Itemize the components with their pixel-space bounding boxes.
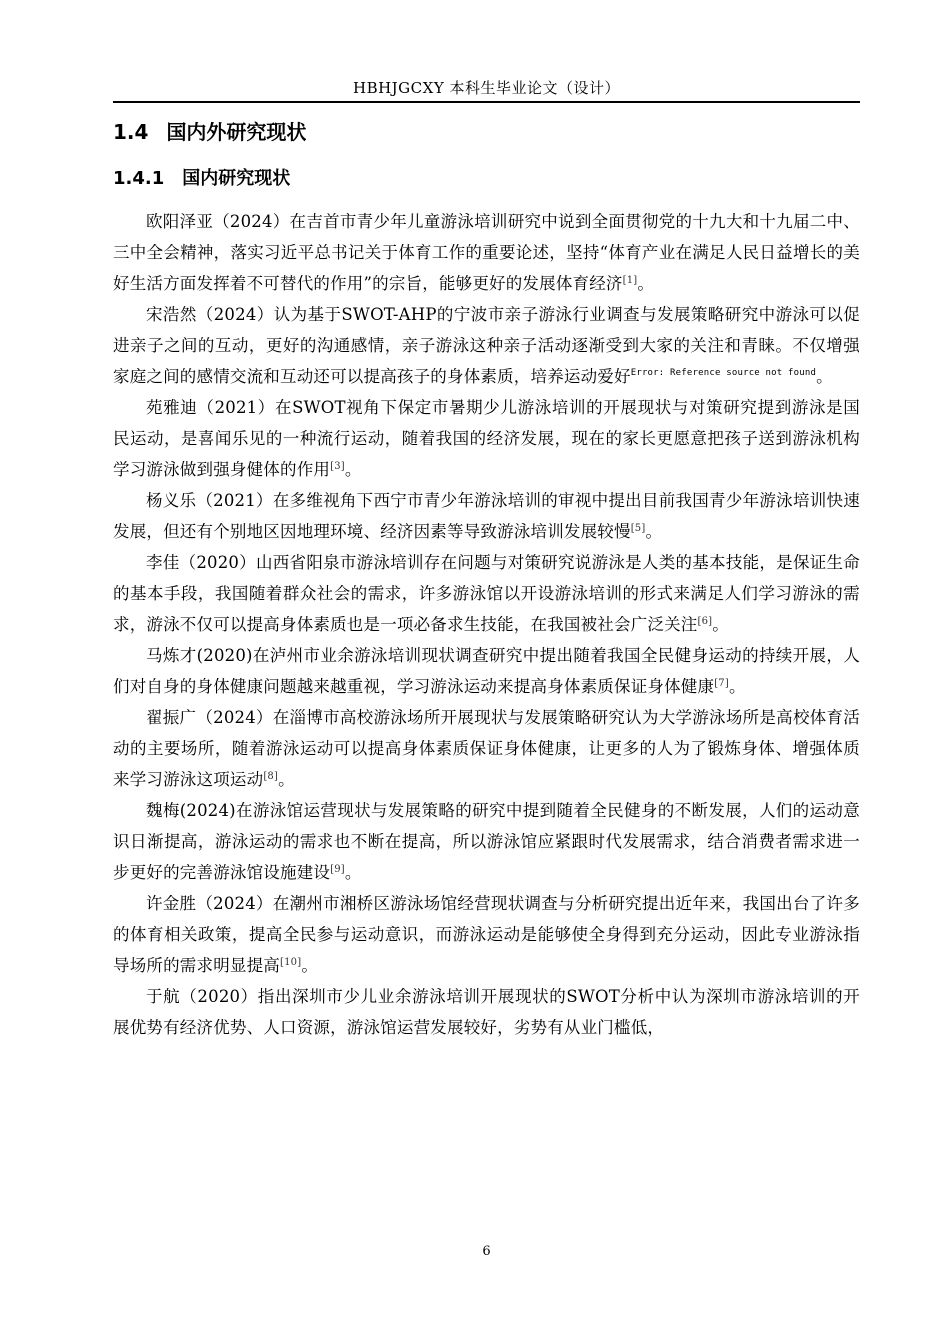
paragraph-text: 于航（2020）指出深圳市少儿业余游泳培训开展现状的SWOT分析中认为深圳市游泳培训的开展优势有经济优势、人口资源，游泳馆运营发展较好，劣势有从业门槛低， <box>113 987 860 1037</box>
section-number: 1.4 <box>113 120 149 144</box>
paragraph-end: 。 <box>816 367 833 386</box>
paragraph-end: 。 <box>728 677 746 696</box>
citation: [5] <box>630 523 646 534</box>
citation: [7] <box>714 678 729 689</box>
paragraph <box>113 485 860 547</box>
paragraph-end: 。 <box>344 863 362 882</box>
header-rule <box>113 101 860 103</box>
paragraph-text: 欧阳泽亚（2024）在吉首市青少年儿童游泳培训研究中说到全面贯彻党的十九大和十九届二中、三中全会精神，落实习近平总书记关于体育工作的重要论述，坚持“体育产业在满足人民日益增长的美好生活方面发挥着不可替代的作用”的宗旨，能够更好的发展体育经济 <box>113 212 860 293</box>
paragraph-text: 马炼才(2020)在泸州市业余游泳培训现状调查研究中提出随着我国全民健身运动的持续开展，人们对自身的身体健康问题越来越重视，学习游泳运动来提高身体素质保证身体健康 <box>113 646 860 696</box>
section-title: 国内外研究现状 <box>166 120 307 144</box>
paragraph-text: 许金胜（2024）在潮州市湘桥区游泳场馆经营现状调查与分析研究提出近年来，我国出台了许多的体育相关政策，提高全民参与运动意识，而游泳运动是能够使全身得到充分运动，因此专业游泳指导场所的需求明显提高 <box>113 894 860 975</box>
paragraph-end: 。 <box>637 274 655 293</box>
page-body <box>113 112 860 1043</box>
citation: [8] <box>263 771 279 782</box>
paragraph <box>113 888 860 981</box>
subsection-heading <box>113 156 860 206</box>
paragraph-end: 。 <box>344 460 362 479</box>
paragraph-end: 。 <box>301 956 319 975</box>
page-number: 6 <box>482 1244 491 1259</box>
citation: [10] <box>280 957 302 968</box>
paragraph-text: 魏梅(2024)在游泳馆运营现状与发展策略的研究中提到随着全民健身的不断发展，人们的运动意识日渐提高，游泳运动的需求也不断在提高，所以游泳馆应紧跟时代发展需求，结合消费者需求进一步更好的完善游泳馆设施建设 <box>113 801 860 882</box>
citation: [1] <box>622 275 638 286</box>
citation: [3] <box>330 461 345 472</box>
subsection-number: 1.4.1 <box>113 168 165 189</box>
paragraph-text: 苑雅迪（2021）在SWOT视角下保定市暑期少儿游泳培训的开展现状与对策研究提到游泳是国民运动，是喜闻乐见的一种流行运动，随着我国的经济发展，现在的家长更愿意把孩子送到游泳机构学习游泳做到强身健体的作用 <box>113 398 860 479</box>
subsection-title: 国内研究现状 <box>182 168 291 189</box>
citation-error: Error: Reference source not found <box>630 368 817 378</box>
section-heading <box>113 112 860 156</box>
paragraph <box>113 392 860 485</box>
paragraph <box>113 299 860 392</box>
paragraph <box>113 547 860 640</box>
paragraph <box>113 206 860 299</box>
paragraph-text: 宋浩然（2024）认为基于SWOT-AHP的宁波市亲子游泳行业调查与发展策略研究中游泳可以促进亲子之间的互动，更好的沟通感情，亲子游泳这种亲子活动逐渐受到大家的关注和青睐。不仅增强家庭之间的感情交流和互动还可以提高孩子的身体素质，培养运动爱好 <box>113 305 860 386</box>
paragraph <box>113 981 860 1043</box>
paragraph-end: 。 <box>712 615 729 634</box>
citation: [6] <box>697 616 713 627</box>
paragraph <box>113 640 860 702</box>
paragraph-text: 翟振广（2024）在淄博市高校游泳场所开展现状与发展策略研究认为大学游泳场所是高校体育活动的主要场所，随着游泳运动可以提高身体素质保证身体健康，让更多的人为了锻炼身体、增强体质来学习游泳这项运动 <box>113 708 860 789</box>
paragraph-end: 。 <box>645 522 663 541</box>
running-header: HBHJGCXY 本科生毕业论文（设计） <box>352 79 620 97</box>
paragraph-text: 李佳（2020）山西省阳泉市游泳培训存在问题与对策研究说游泳是人类的基本技能，是保证生命的基本手段，我国随着群众社会的需求，许多游泳馆以开设游泳培训的形式来满足人们学习游泳的需求，游泳不仅可以提高身体素质也是一项必备求生技能，在我国被社会广泛关注 <box>113 553 860 634</box>
paragraph <box>113 702 860 795</box>
paragraph <box>113 795 860 888</box>
citation: [9] <box>330 864 345 875</box>
paragraph-text: 杨义乐（2021）在多维视角下西宁市青少年游泳培训的审视中提出目前我国青少年游泳培训快速发展，但还有个别地区因地理环境、经济因素等导致游泳培训发展较慢 <box>113 491 860 541</box>
paragraph-end: 。 <box>278 770 295 789</box>
